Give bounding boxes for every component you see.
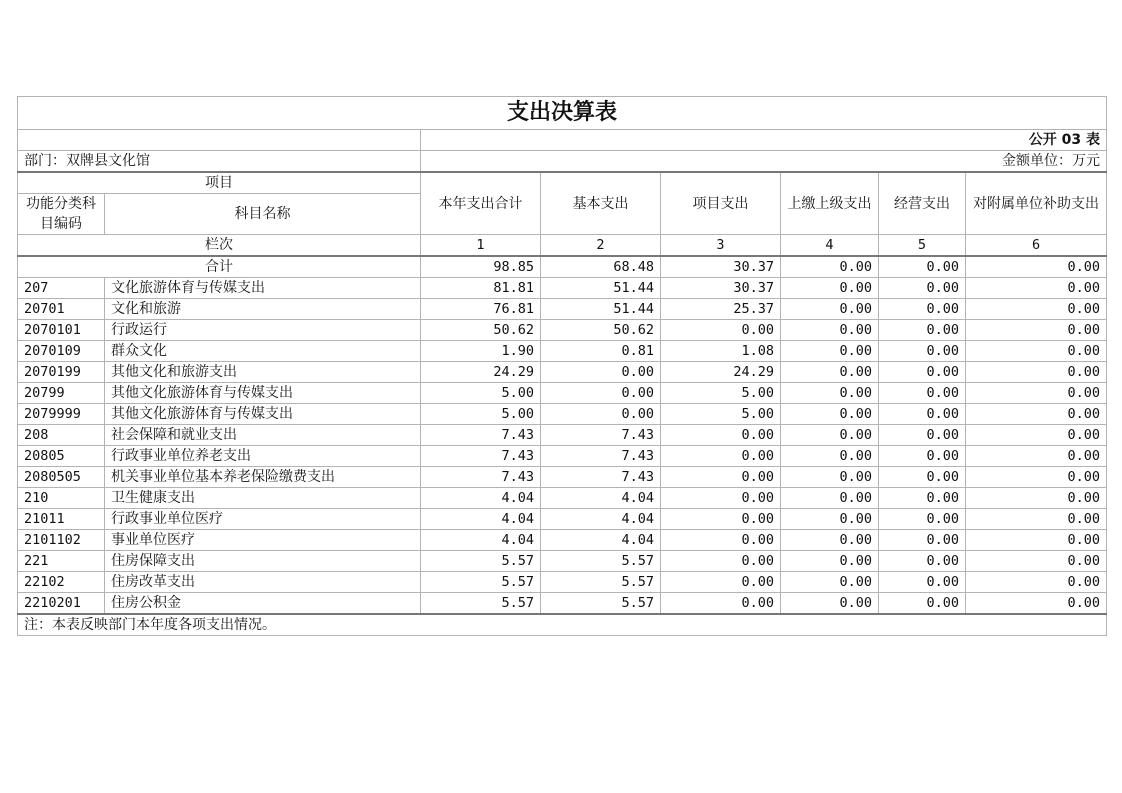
amount-cell: 0.00 [781, 446, 879, 467]
amount-cell: 0.00 [966, 341, 1107, 362]
amount-cell: 0.00 [781, 572, 879, 593]
total-value: 98.85 [421, 256, 541, 278]
amount-cell: 0.00 [781, 488, 879, 509]
table-row [18, 572, 1107, 593]
subject-code: 208 [18, 425, 105, 446]
amount-cell: 0.00 [781, 341, 879, 362]
subject-code: 2080505 [18, 467, 105, 488]
subject-name: 住房改革支出 [105, 572, 421, 593]
amount-cell: 0.00 [879, 278, 966, 299]
amount-cell: 7.43 [541, 425, 661, 446]
table-row [18, 425, 1107, 446]
amount-cell: 4.04 [421, 530, 541, 551]
subject-name: 其他文化旅游体育与传媒支出 [105, 404, 421, 425]
amount-cell: 5.57 [541, 551, 661, 572]
table-number: 公开 03 表 [421, 130, 1107, 151]
amount-cell: 0.00 [541, 362, 661, 383]
amount-cell: 7.43 [421, 467, 541, 488]
table-note: 注：本表反映部门本年度各项支出情况。 [18, 614, 1107, 636]
amount-cell: 0.00 [966, 530, 1107, 551]
unit-label: 金额单位：万元 [421, 151, 1107, 173]
table-row [18, 530, 1107, 551]
table-row [18, 383, 1107, 404]
amount-cell: 24.29 [421, 362, 541, 383]
subject-name: 卫生健康支出 [105, 488, 421, 509]
subject-name: 事业单位医疗 [105, 530, 421, 551]
subject-name: 其他文化和旅游支出 [105, 362, 421, 383]
amount-cell: 0.00 [966, 509, 1107, 530]
page-title: 支出决算表 [18, 97, 1107, 130]
amount-cell: 0.00 [781, 278, 879, 299]
header-subject-name: 科目名称 [105, 194, 421, 235]
table-row [18, 488, 1107, 509]
subject-name: 行政事业单位养老支出 [105, 446, 421, 467]
amount-cell: 0.00 [966, 572, 1107, 593]
amount-cell: 4.04 [421, 509, 541, 530]
amount-cell: 25.37 [661, 299, 781, 320]
amount-cell: 0.00 [879, 383, 966, 404]
subject-code: 2210201 [18, 593, 105, 615]
amount-cell: 0.00 [661, 320, 781, 341]
table-row [18, 404, 1107, 425]
amount-cell: 5.57 [541, 572, 661, 593]
header-col-subsidy: 对附属单位补助支出 [966, 172, 1107, 235]
amount-cell: 5.57 [541, 593, 661, 615]
amount-cell: 76.81 [421, 299, 541, 320]
total-row [18, 256, 1107, 278]
table-row [18, 362, 1107, 383]
amount-cell: 0.00 [879, 425, 966, 446]
amount-cell: 0.00 [661, 530, 781, 551]
subject-name: 机关事业单位基本养老保险缴费支出 [105, 467, 421, 488]
amount-cell: 5.57 [421, 551, 541, 572]
amount-cell: 0.00 [966, 278, 1107, 299]
amount-cell: 4.04 [541, 488, 661, 509]
amount-cell: 1.90 [421, 341, 541, 362]
amount-cell: 5.57 [421, 572, 541, 593]
amount-cell: 4.04 [421, 488, 541, 509]
header-item: 项目 [18, 172, 421, 194]
amount-cell: 0.00 [966, 362, 1107, 383]
header-col-total: 本年支出合计 [421, 172, 541, 235]
subject-code: 22102 [18, 572, 105, 593]
amount-cell: 0.00 [966, 551, 1107, 572]
table-row [18, 509, 1107, 530]
amount-cell: 24.29 [661, 362, 781, 383]
total-label: 合计 [18, 256, 421, 278]
amount-cell: 4.04 [541, 530, 661, 551]
amount-cell: 0.00 [966, 383, 1107, 404]
table-row [18, 278, 1107, 299]
total-value: 0.00 [781, 256, 879, 278]
amount-cell: 5.00 [421, 404, 541, 425]
amount-cell: 0.00 [966, 425, 1107, 446]
expenditure-table [17, 96, 1107, 636]
amount-cell: 0.00 [661, 446, 781, 467]
amount-cell: 0.00 [781, 593, 879, 615]
amount-cell: 0.00 [879, 593, 966, 615]
amount-cell: 50.62 [541, 320, 661, 341]
amount-cell: 0.00 [661, 593, 781, 615]
subject-code: 20799 [18, 383, 105, 404]
amount-cell: 0.00 [966, 593, 1107, 615]
amount-cell: 0.00 [879, 446, 966, 467]
amount-cell: 0.00 [879, 299, 966, 320]
total-value: 0.00 [879, 256, 966, 278]
amount-cell: 0.00 [879, 320, 966, 341]
amount-cell: 0.00 [781, 551, 879, 572]
total-value: 68.48 [541, 256, 661, 278]
subject-code: 2070101 [18, 320, 105, 341]
amount-cell: 0.00 [879, 341, 966, 362]
amount-cell: 0.00 [879, 572, 966, 593]
amount-cell: 81.81 [421, 278, 541, 299]
table-row [18, 299, 1107, 320]
amount-cell: 0.00 [781, 404, 879, 425]
subject-code: 2070109 [18, 341, 105, 362]
amount-cell: 5.57 [421, 593, 541, 615]
total-value: 30.37 [661, 256, 781, 278]
header-func-code: 功能分类科目编码 [18, 194, 105, 235]
subject-name: 住房公积金 [105, 593, 421, 615]
amount-cell: 0.00 [541, 404, 661, 425]
subject-code: 2070199 [18, 362, 105, 383]
column-index-label: 栏次 [18, 235, 421, 257]
subject-code: 210 [18, 488, 105, 509]
amount-cell: 0.00 [966, 299, 1107, 320]
subject-code: 21011 [18, 509, 105, 530]
subject-name: 文化和旅游 [105, 299, 421, 320]
amount-cell: 0.00 [966, 320, 1107, 341]
amount-cell: 0.00 [966, 446, 1107, 467]
amount-cell: 0.00 [781, 362, 879, 383]
amount-cell: 0.00 [661, 467, 781, 488]
subject-code: 221 [18, 551, 105, 572]
amount-cell: 0.00 [879, 530, 966, 551]
amount-cell: 30.37 [661, 278, 781, 299]
header-col-remit: 上缴上级支出 [781, 172, 879, 235]
amount-cell: 0.00 [966, 488, 1107, 509]
subject-name: 社会保障和就业支出 [105, 425, 421, 446]
amount-cell: 0.00 [661, 488, 781, 509]
department-label: 部门：双牌县文化馆 [18, 151, 421, 173]
total-value: 0.00 [966, 256, 1107, 278]
subject-name: 群众文化 [105, 341, 421, 362]
amount-cell: 5.00 [661, 404, 781, 425]
amount-cell: 0.00 [781, 320, 879, 341]
amount-cell: 0.00 [781, 530, 879, 551]
amount-cell: 0.00 [879, 488, 966, 509]
column-index: 6 [966, 235, 1107, 257]
amount-cell: 0.00 [661, 572, 781, 593]
subject-code: 2079999 [18, 404, 105, 425]
subject-code: 2101102 [18, 530, 105, 551]
amount-cell: 0.81 [541, 341, 661, 362]
amount-cell: 0.00 [781, 299, 879, 320]
amount-cell: 7.43 [421, 425, 541, 446]
table-row [18, 467, 1107, 488]
table-row [18, 320, 1107, 341]
amount-cell: 51.44 [541, 278, 661, 299]
amount-cell: 5.00 [661, 383, 781, 404]
column-index: 5 [879, 235, 966, 257]
amount-cell: 7.43 [541, 467, 661, 488]
subject-name: 行政运行 [105, 320, 421, 341]
header-col-basic: 基本支出 [541, 172, 661, 235]
amount-cell: 7.43 [541, 446, 661, 467]
amount-cell: 0.00 [966, 467, 1107, 488]
amount-cell: 7.43 [421, 446, 541, 467]
amount-cell: 0.00 [781, 425, 879, 446]
amount-cell: 0.00 [661, 425, 781, 446]
subject-code: 20805 [18, 446, 105, 467]
column-index: 4 [781, 235, 879, 257]
amount-cell: 50.62 [421, 320, 541, 341]
amount-cell: 0.00 [879, 467, 966, 488]
header-col-project: 项目支出 [661, 172, 781, 235]
amount-cell: 0.00 [781, 509, 879, 530]
amount-cell: 1.08 [661, 341, 781, 362]
amount-cell: 5.00 [421, 383, 541, 404]
subject-code: 207 [18, 278, 105, 299]
header-col-business: 经营支出 [879, 172, 966, 235]
table-row [18, 446, 1107, 467]
table-row [18, 593, 1107, 615]
amount-cell: 0.00 [661, 509, 781, 530]
blank-cell [18, 130, 421, 151]
column-index: 3 [661, 235, 781, 257]
amount-cell: 0.00 [781, 467, 879, 488]
amount-cell: 0.00 [879, 404, 966, 425]
amount-cell: 0.00 [879, 509, 966, 530]
subject-code: 20701 [18, 299, 105, 320]
subject-name: 文化旅游体育与传媒支出 [105, 278, 421, 299]
amount-cell: 0.00 [661, 551, 781, 572]
amount-cell: 0.00 [541, 383, 661, 404]
table-row [18, 341, 1107, 362]
subject-name: 行政事业单位医疗 [105, 509, 421, 530]
column-index: 1 [421, 235, 541, 257]
amount-cell: 0.00 [781, 383, 879, 404]
subject-name: 其他文化旅游体育与传媒支出 [105, 383, 421, 404]
amount-cell: 51.44 [541, 299, 661, 320]
amount-cell: 0.00 [966, 404, 1107, 425]
amount-cell: 0.00 [879, 551, 966, 572]
amount-cell: 0.00 [879, 362, 966, 383]
amount-cell: 4.04 [541, 509, 661, 530]
subject-name: 住房保障支出 [105, 551, 421, 572]
table-row [18, 551, 1107, 572]
column-index: 2 [541, 235, 661, 257]
